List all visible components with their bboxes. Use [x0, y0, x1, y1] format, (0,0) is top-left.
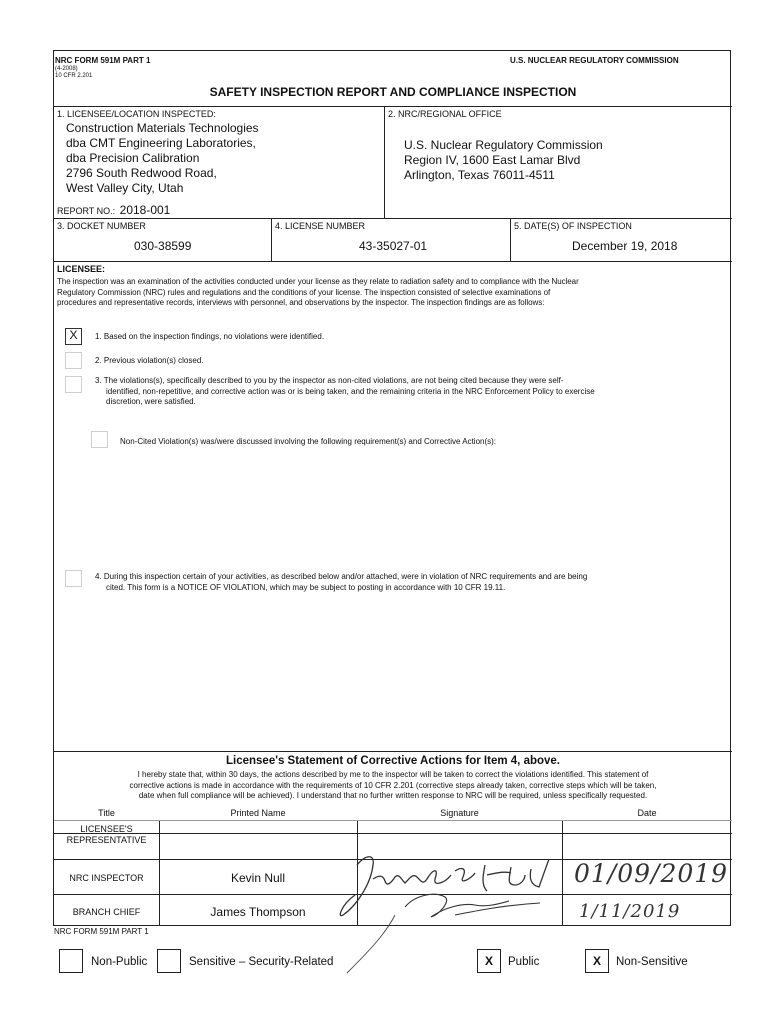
- agency-name: U.S. NUCLEAR REGULATORY COMMISSION: [510, 56, 679, 65]
- sensitive-checkbox[interactable]: [157, 949, 181, 973]
- row-title: REPRESENTATIVE: [66, 835, 147, 845]
- office-line: Arlington, Texas 76011-4511: [404, 168, 555, 182]
- inspection-form: [53, 50, 731, 926]
- item3-checkbox[interactable]: [65, 376, 82, 393]
- non-public-checkbox[interactable]: [59, 949, 83, 973]
- col-title: Title: [98, 808, 115, 818]
- item3-line: discretion, were satisfied.: [106, 397, 196, 406]
- item4-line: cited. This form is a NOTICE OF VIOLATION, which may be subject to posting in accordance with 10 CFR 19.11.: [106, 582, 506, 592]
- report-number-row: [57, 201, 170, 219]
- item1-checkbox[interactable]: X: [65, 328, 82, 345]
- non-sensitive-label: Non-Sensitive: [616, 956, 688, 968]
- item3-text: [95, 376, 595, 408]
- non-sensitive-checkbox[interactable]: X: [585, 949, 609, 973]
- row-nrc-inspector-name: Kevin Null: [230, 871, 286, 885]
- office-line: Region IV, 1600 East Lamar Blvd: [404, 153, 581, 167]
- inspection-date-label: 5. DATE(S) OF INSPECTION: [514, 221, 632, 231]
- form-date: (4-2008): [55, 66, 78, 72]
- sensitive-label: Sensitive – Security-Related: [189, 956, 334, 968]
- licensee-line: dba CMT Engineering Laboratories,: [66, 136, 256, 150]
- cfr-reference: 10 CFR 2.201: [55, 73, 93, 79]
- row-branch-chief-date: 1/11/2019: [579, 901, 681, 922]
- row-branch-chief-name: James Thompson: [210, 905, 306, 919]
- regional-office-address: [404, 138, 603, 183]
- inspection-intro: [57, 277, 729, 309]
- intro-line: Regulatory Commission (NRC) rules and regulations and the conditions of your license. The inspection consisted of selective examinations of: [57, 287, 551, 297]
- statement-text: [56, 770, 730, 802]
- item4-checkbox[interactable]: [65, 570, 82, 587]
- item1-text: 1. Based on the inspection findings, no violations were identified.: [95, 332, 325, 341]
- item2-text: 2. Previous violation(s) closed.: [95, 356, 204, 365]
- ncv-checkbox[interactable]: [91, 431, 108, 448]
- statement-line: date when full compliance will be achieved). I understand that no further written response to NRC will be required, unless specifically requested.: [138, 791, 648, 800]
- item4-line: 4. During this inspection certain of your activities, as described below and/or attached, were in violation of NRC requirements and are being: [95, 572, 588, 581]
- item4-text: [95, 572, 587, 593]
- statement-line: I hereby state that, within 30 days, the actions described by me to the inspector will be taken to correct the violations identified. This statement of: [137, 770, 649, 779]
- office-line: U.S. Nuclear Regulatory Commission: [404, 138, 603, 152]
- row-nrc-inspector-date: 01/09/2019: [574, 859, 729, 888]
- item3-line: identified, non-repetitive, and corrective action was or is being taken, and the remaining criteria in the NRC Enforcement Policy to exercise: [106, 386, 595, 396]
- licensee-line: dba Precision Calibration: [66, 151, 200, 165]
- item3-line: 3. The violations(s), specifically described to you by the inspector as non-cited violations, are not being cited because they were self-: [95, 376, 564, 385]
- licensee-location-label: 1. LICENSEE/LOCATION INSPECTED:: [57, 109, 216, 119]
- inspection-date: December 19, 2018: [572, 239, 678, 253]
- intro-line: procedures and representative records, interviews with personnel, and observations by the inspector. The inspection findings are as follows:: [57, 298, 545, 307]
- public-label: Public: [508, 956, 540, 968]
- report-number: 2018-001: [119, 203, 171, 217]
- row-nrc-inspector-title: NRC INSPECTOR: [69, 873, 144, 883]
- public-checkbox[interactable]: X: [477, 949, 501, 973]
- col-printed-name: Printed Name: [230, 808, 286, 818]
- footer-form-id: NRC FORM 591M PART 1: [54, 927, 149, 936]
- item2-checkbox[interactable]: [65, 352, 82, 369]
- licensee-address: [66, 121, 259, 196]
- license-number: 43-35027-01: [359, 239, 428, 253]
- row-branch-chief-title: BRANCH CHIEF: [72, 907, 141, 917]
- licensee-heading: LICENSEE:: [57, 264, 106, 274]
- col-signature: Signature: [440, 808, 479, 818]
- row-licensee-rep: [54, 824, 159, 846]
- non-public-label: Non-Public: [91, 956, 148, 968]
- docket-number: 030-38599: [134, 239, 192, 253]
- row-title: LICENSEE'S: [80, 824, 133, 834]
- licensee-line: 2796 South Redwood Road,: [66, 166, 217, 180]
- col-date: Date: [637, 808, 657, 818]
- licensee-line: Construction Materials Technologies: [66, 121, 259, 135]
- intro-line: The inspection was an examination of the activities conducted under your license as they relate to radiation safety and to compliance with the Nuclear: [57, 277, 579, 286]
- licensee-line: West Valley City, Utah: [66, 181, 184, 195]
- form-title: SAFETY INSPECTION REPORT AND COMPLIANCE INSPECTION: [209, 85, 577, 99]
- statement-line: corrective actions is made in accordance with the requirements of 10 CFR 2.201 (corrective steps already taken, corrective steps which will be taken,: [129, 780, 657, 790]
- statement-heading: Licensee's Statement of Corrective Actions for Item 4, above.: [226, 755, 560, 767]
- report-number-label: REPORT NO.:: [57, 206, 116, 216]
- ncv-text: Non-Cited Violation(s) was/were discussed involving the following requirement(s) and Corrective Action(s):: [120, 437, 497, 446]
- regional-office-label: 2. NRC/REGIONAL OFFICE: [388, 109, 502, 119]
- form-id: NRC FORM 591M PART 1: [55, 56, 151, 65]
- license-label: 4. LICENSE NUMBER: [275, 221, 366, 231]
- docket-label: 3. DOCKET NUMBER: [57, 221, 146, 231]
